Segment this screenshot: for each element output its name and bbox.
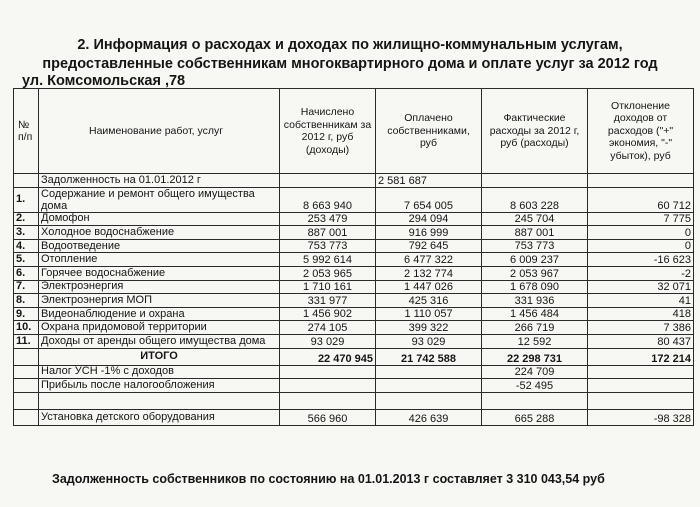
row-charged: 1 710 161 bbox=[280, 280, 376, 294]
row-paid: 1 110 057 bbox=[376, 307, 482, 321]
table-header-row bbox=[14, 89, 694, 174]
row-number: 11. bbox=[14, 334, 39, 348]
row-paid: 916 999 bbox=[376, 226, 482, 240]
row-name: Горячее водоснабжение bbox=[39, 266, 280, 280]
row-actual: 1 456 484 bbox=[482, 307, 588, 321]
row-paid: 399 322 bbox=[376, 321, 482, 335]
row-deviation: 80 437 bbox=[588, 334, 694, 348]
total-charged: 22 470 945 bbox=[280, 348, 376, 365]
row-charged: 253 479 bbox=[280, 212, 376, 226]
row-actual: 331 936 bbox=[482, 294, 588, 308]
row-number: 4. bbox=[14, 239, 39, 253]
spacer-row bbox=[14, 392, 694, 409]
row-name: Домофон bbox=[39, 212, 280, 226]
row-charged: 93 029 bbox=[280, 334, 376, 348]
header-charged: Начислено собственникам за 2012 г, руб (доходы) bbox=[280, 89, 376, 174]
row-name: Содержание и ремонт общего имущества дома bbox=[39, 187, 280, 212]
profit-row-charged bbox=[280, 379, 376, 393]
header-name: Наименование работ, услуг bbox=[39, 89, 280, 174]
row-deviation: 7 775 bbox=[588, 212, 694, 226]
row-number: 1. bbox=[14, 187, 39, 212]
row-name: Видеонаблюдение и охрана bbox=[39, 307, 280, 321]
spacer-cell bbox=[482, 392, 588, 409]
total-label: ИТОГО bbox=[39, 348, 280, 365]
row-charged: 887 001 bbox=[280, 226, 376, 240]
row-deviation: 0 bbox=[588, 226, 694, 240]
table-row bbox=[14, 253, 694, 267]
total-row bbox=[14, 348, 694, 365]
row-actual: 1 678 090 bbox=[482, 280, 588, 294]
row-actual: 6 009 237 bbox=[482, 253, 588, 267]
row-actual: 8 603 228 bbox=[482, 187, 588, 212]
table-row bbox=[14, 307, 694, 321]
install-row-actual: 665 288 bbox=[482, 409, 588, 425]
spacer-cell bbox=[14, 392, 39, 409]
row-actual: 266 719 bbox=[482, 321, 588, 335]
row-number: 9. bbox=[14, 307, 39, 321]
row-charged: 8 663 940 bbox=[280, 187, 376, 212]
row-number: 3. bbox=[14, 226, 39, 240]
report-title-line1: 2. Информация о расходах и доходах по жилищно-коммунальным услугам, bbox=[77, 37, 623, 53]
row-number: 6. bbox=[14, 266, 39, 280]
row-charged: 274 105 bbox=[280, 321, 376, 335]
total-num bbox=[14, 348, 39, 365]
report-title-line2: предоставленные собственникам многоквартирного дома и оплате услуг за 2012 год bbox=[42, 56, 658, 72]
debt-footer: Задолженность собственников по состоянию на 01.01.2013 г составляет 3 310 043,54 руб bbox=[52, 472, 605, 486]
profit-row-num bbox=[14, 379, 39, 393]
row-number: 8. bbox=[14, 294, 39, 308]
profit-row-actual: -52 495 bbox=[482, 379, 588, 393]
install-row-label: Установка детского оборудования bbox=[39, 409, 280, 425]
debt-row bbox=[14, 174, 694, 188]
install-row-deviation: -98 328 bbox=[588, 409, 694, 425]
row-deviation: 60 712 bbox=[588, 187, 694, 212]
table-row bbox=[14, 266, 694, 280]
install-row-paid: 426 639 bbox=[376, 409, 482, 425]
row-name: Водоотведение bbox=[39, 239, 280, 253]
profit-row bbox=[14, 379, 694, 393]
row-deviation: 0 bbox=[588, 239, 694, 253]
spacer-cell bbox=[588, 392, 694, 409]
row-paid: 6 477 322 bbox=[376, 253, 482, 267]
row-paid: 2 132 774 bbox=[376, 266, 482, 280]
profit-row-deviation bbox=[588, 379, 694, 393]
row-paid: 792 645 bbox=[376, 239, 482, 253]
header-paid: Оплачено собственниками, руб bbox=[376, 89, 482, 174]
spacer-cell bbox=[280, 392, 376, 409]
table-row bbox=[14, 321, 694, 335]
row-actual: 2 053 967 bbox=[482, 266, 588, 280]
row-paid: 1 447 026 bbox=[376, 280, 482, 294]
total-deviation: 172 214 bbox=[588, 348, 694, 365]
spacer-cell bbox=[376, 392, 482, 409]
report-address: ул. Комсомольская ,78 bbox=[22, 73, 186, 89]
debt-paid: 2 581 687 bbox=[376, 174, 482, 188]
row-name: Отопление bbox=[39, 253, 280, 267]
tax-row bbox=[14, 365, 694, 379]
header-deviation: Отклонение доходов от расходов ("+" экономия, "-" убыток), руб bbox=[588, 89, 694, 174]
row-name: Доходы от аренды общего имущества дома bbox=[39, 334, 280, 348]
row-charged: 1 456 902 bbox=[280, 307, 376, 321]
row-paid: 425 316 bbox=[376, 294, 482, 308]
spacer-cell bbox=[39, 392, 280, 409]
row-number: 2. bbox=[14, 212, 39, 226]
row-name: Электроэнергия bbox=[39, 280, 280, 294]
report-table bbox=[13, 88, 694, 426]
row-paid: 93 029 bbox=[376, 334, 482, 348]
tax-row-deviation bbox=[588, 365, 694, 379]
row-deviation: 418 bbox=[588, 307, 694, 321]
tax-row-label: Налог УСН -1% с доходов bbox=[39, 365, 280, 379]
table-row bbox=[14, 226, 694, 240]
install-row-charged: 566 960 bbox=[280, 409, 376, 425]
row-charged: 753 773 bbox=[280, 239, 376, 253]
row-paid: 294 094 bbox=[376, 212, 482, 226]
table-row bbox=[14, 334, 694, 348]
header-actual: Фактические расходы за 2012 г, руб (расходы) bbox=[482, 89, 588, 174]
table-row bbox=[14, 294, 694, 308]
debt-label: Задолженность на 01.01.2012 г bbox=[39, 174, 280, 188]
row-actual: 887 001 bbox=[482, 226, 588, 240]
row-actual: 753 773 bbox=[482, 239, 588, 253]
total-actual: 22 298 731 bbox=[482, 348, 588, 365]
row-deviation: 32 071 bbox=[588, 280, 694, 294]
row-name: Холодное водоснабжение bbox=[39, 226, 280, 240]
install-row-num bbox=[14, 409, 39, 425]
row-name: Охрана придомовой территории bbox=[39, 321, 280, 335]
row-name: Электроэнергия МОП bbox=[39, 294, 280, 308]
row-deviation: -2 bbox=[588, 266, 694, 280]
profit-row-label: Прибыль после налогообложения bbox=[39, 379, 280, 393]
total-paid: 21 742 588 bbox=[376, 348, 482, 365]
row-charged: 5 992 614 bbox=[280, 253, 376, 267]
tax-row-paid bbox=[376, 365, 482, 379]
tax-row-num bbox=[14, 365, 39, 379]
table-row bbox=[14, 239, 694, 253]
profit-row-paid bbox=[376, 379, 482, 393]
row-charged: 2 053 965 bbox=[280, 266, 376, 280]
row-actual: 12 592 bbox=[482, 334, 588, 348]
row-number: 7. bbox=[14, 280, 39, 294]
install-row bbox=[14, 409, 694, 425]
row-deviation: -16 623 bbox=[588, 253, 694, 267]
row-number: 5. bbox=[14, 253, 39, 267]
table-row bbox=[14, 187, 694, 212]
row-charged: 331 977 bbox=[280, 294, 376, 308]
row-deviation: 41 bbox=[588, 294, 694, 308]
row-paid: 7 654 005 bbox=[376, 187, 482, 212]
header-num: № п/п bbox=[14, 89, 39, 174]
row-deviation: 7 386 bbox=[588, 321, 694, 335]
row-actual: 245 704 bbox=[482, 212, 588, 226]
tax-row-actual: 224 709 bbox=[482, 365, 588, 379]
row-number: 10. bbox=[14, 321, 39, 335]
table-row bbox=[14, 212, 694, 226]
table-row bbox=[14, 280, 694, 294]
tax-row-charged bbox=[280, 365, 376, 379]
